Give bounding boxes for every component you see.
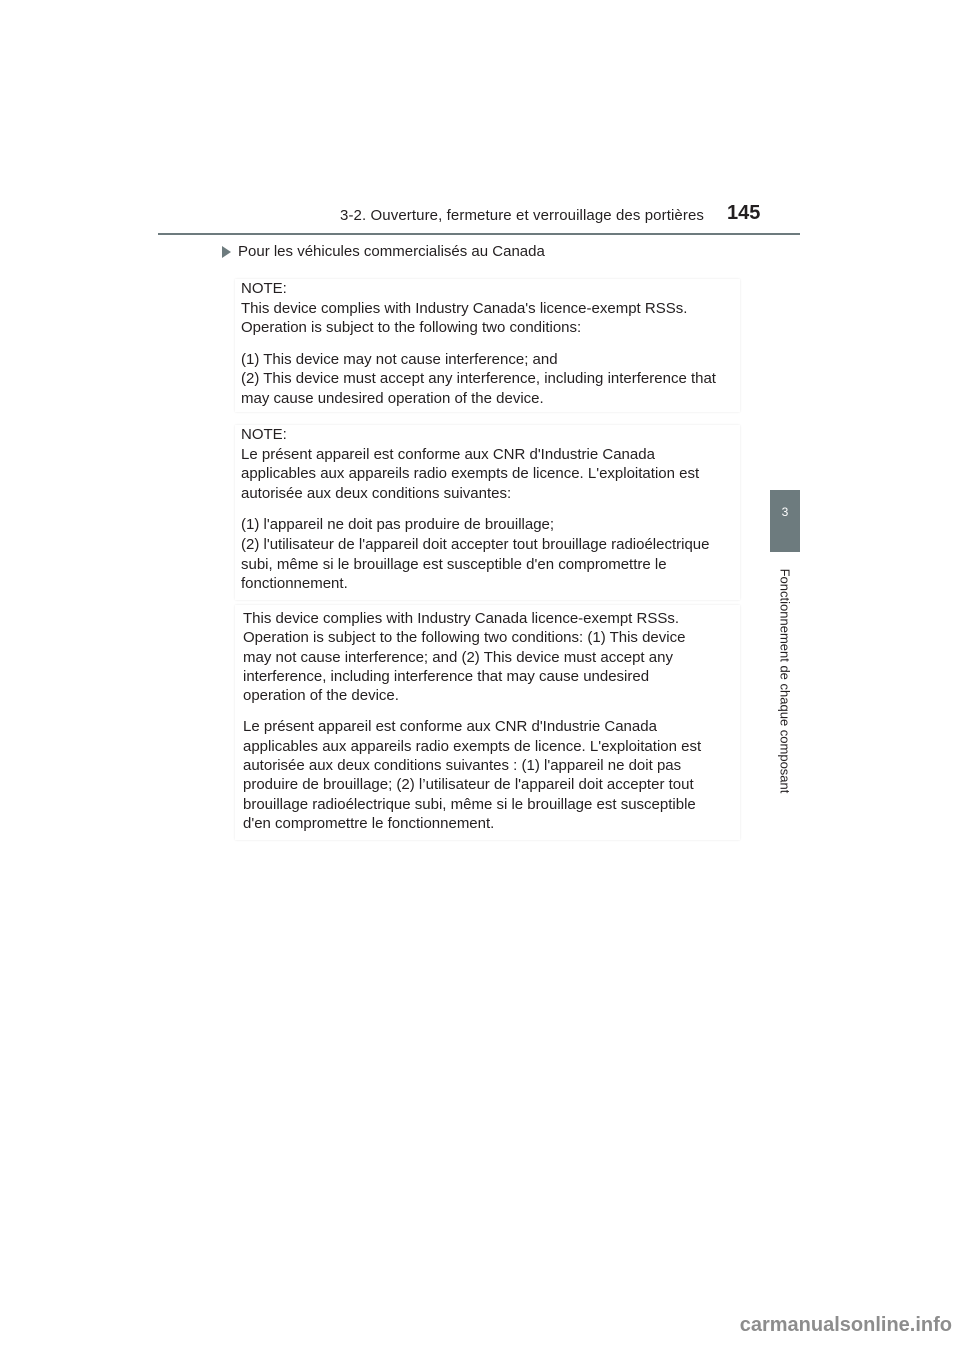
notice-condition: subi, même si le brouillage est susceptible d'en compromettre le bbox=[241, 555, 667, 573]
notice-condition: (1) This device may not cause interference; and bbox=[241, 350, 558, 368]
chapter-tab: 3 bbox=[770, 490, 800, 552]
notice-line: autorisée aux deux conditions suivantes: bbox=[241, 484, 512, 502]
english-label-line: operation of the device. bbox=[243, 687, 399, 705]
chapter-label-container bbox=[770, 552, 800, 810]
header-divider bbox=[158, 233, 800, 235]
notice-heading: NOTE: bbox=[241, 426, 287, 443]
french-label-line: autorisée aux deux conditions suivantes : (1) l'appareil ne doit pas bbox=[243, 757, 682, 775]
chapter-label: Fonctionnement de chaque composant bbox=[777, 568, 793, 794]
french-label-line: brouillage radioélectrique subi, même si le brouillage est susceptible bbox=[243, 795, 696, 813]
triangle-right-icon bbox=[222, 246, 231, 258]
page-number: 145 bbox=[727, 202, 761, 224]
notice-condition: may cause undesired operation of the device. bbox=[241, 389, 544, 407]
french-label-line: Le présent appareil est conforme aux CNR d'Industrie Canada bbox=[243, 718, 657, 736]
notice-condition: (2) l'utilisateur de l'appareil doit accepter tout brouillage radioélectrique bbox=[241, 535, 710, 553]
notice-line: applicables aux appareils radio exempts de licence. L'exploitation est bbox=[241, 465, 700, 483]
english-label-line: Operation is subject to the following two conditions: (1) This device bbox=[243, 629, 686, 647]
notice-line: Operation is subject to the following two conditions: bbox=[241, 319, 582, 337]
french-label-line: applicables aux appareils radio exempts de licence. L'exploitation est bbox=[243, 737, 702, 755]
french-notice-box bbox=[235, 425, 740, 600]
notice-heading: NOTE: bbox=[241, 280, 287, 297]
english-label-line: interference, including interference that may cause undesired bbox=[243, 667, 650, 685]
english-label-line: This device complies with Industry Canada licence-exempt RSSs. bbox=[243, 610, 680, 627]
bullet-text: Pour les véhicules commercialisés au Canada bbox=[238, 243, 545, 260]
notice-line: This device complies with Industry Canada's licence-exempt RSSs. bbox=[241, 299, 688, 317]
notice-condition: (2) This device must accept any interference, including interference that bbox=[241, 370, 716, 388]
notice-condition: fonctionnement. bbox=[241, 575, 348, 593]
combined-label-box bbox=[235, 605, 740, 840]
watermark-text: carmanualsonline.info bbox=[739, 1314, 952, 1336]
section-title: 3-2. Ouverture, fermeture et verrouillage des portières bbox=[340, 207, 704, 224]
english-notice-box bbox=[235, 279, 740, 412]
english-label-line: may not cause interference; and (2) This device must accept any bbox=[243, 648, 673, 666]
bullet-heading bbox=[222, 243, 545, 260]
french-label-line: d'en compromettre le fonctionnement. bbox=[243, 814, 495, 832]
notice-line: Le présent appareil est conforme aux CNR d'Industrie Canada bbox=[241, 445, 655, 463]
notice-condition: (1) l'appareil ne doit pas produire de brouillage; bbox=[241, 516, 555, 534]
french-label-line: produire de brouillage; (2) l’utilisateur de l'appareil doit accepter tout bbox=[243, 776, 694, 794]
